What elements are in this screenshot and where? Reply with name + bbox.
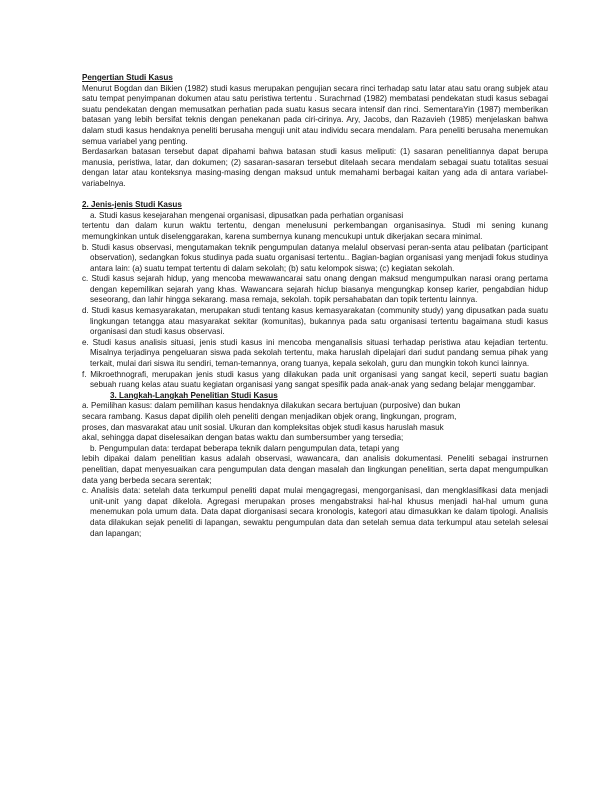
step-item-b-start: b. Pengumpulan data: terdapat beberapa teknik dalarn pengumpulan data, tetapi yang xyxy=(90,443,400,453)
list-item-c: c. Studi kasus sejarah hidup, yang mencoba mewawancarai satu onang dengan maksud mengumpulkan narasi orang pertama dengan kepemilikan sejarah yang khas. Wawancara sejarah hiclup biasanya mengungkap konsep karier, pengabdian hidup seseorang, dan lahir hingga sekarang. masa remaja, sekolah. topik persahabatan dan topik tertentu lainnya. xyxy=(82,274,548,305)
section-heading-jenis: 2. Jenis-jenis Studi Kasus xyxy=(82,200,182,210)
step-item-c: c. Analisis data: setelah data terkumpul peneliti dapat mulai mengagregasi, mengorganisasi, dan mengklasifikasi data menjadi unit-unit yang dapat dikelola. Agregasi merupakan proses mengabstraksi hal-hal khusus menjadi hal-hal umum guna menemukan pola umum data. Data dapat diorganisasi secara kronologis, kategori atau dimasukkan ke dalam tipologi. Analisis data dilakukan sejak peneliti di lapangan, sewaktu pengumpulan data dan setelah semua data terkumpul atau setelah selesai dan lapangan; xyxy=(82,486,548,538)
list-item-a-text: tertentu dan dalam kurun waktu tertentu, dengan menelusuni perkembangan organisasinya. Studi mi sening kunang memungkinkan untuk diselenggarakan, karena sumbernya kunang mencukupi untuk dikerjakan secara minimal. xyxy=(82,221,548,241)
list-item-d: d. Studi kasus kemasyarakatan, merupakan studi tentang kasus kemasyarakatan (community study) yang dipusatkan pada suatu lingkungan tetangga atau masyarakat sekitar (komunitas), bukannya pada satu organisasi tertentu bagaimana studi kasus organisasi dan studi kasus observasi. xyxy=(82,306,548,337)
list-item-e: e. Studi kasus analisis situasi, jenis studi kasus ini mencoba menganalisis situasi terhadap peristiwa atau kejadian tertentu. Misalnya terjadinya pengeluaran siswa pada sekolah tertentu, maka haruslah dipelajari dari sudut pandang semua pihak yang terkait, mulai dari siswa itu sendiri, teman-temannya, orang tuanya, kepala sekolah, guru dan mungkin tokoh kunci lainnya. xyxy=(82,337,548,369)
paragraph-definition: Menurut Bogdan dan Bikien (1982) studi kasus merupakan pengujian secara rinci terhadap satu latar atau satu orang subjek atau satu tempat penyimpanan dokumen atau satu peristiwa tertentu . Surachrnad (1982) membatasi pendekatan studi kasus sebagai suatu pendekatan dengan memusatkan perhatian pada suatu kasus secara intensif dan rinci. SementaraYin (1987) memberikan batasan yang lebih bersifat teknis dengan penekanan pada ciri-cirinya. Ary, Jacobs, dan Razavieh (1985) menjelaskan bahwa dalam studi kasus hendaknya peneliti berusaha menguji unit atau individu secara mendalam. Para peneliti berusaha menemukan semua variabel yang penting. xyxy=(82,83,548,146)
list-item-f: f. Mikroethnografi, merupakan jenis studi kasus yang dilakukan pada unit organisasi yang sangat kecil, seperti suatu bagian sebuah ruang kelas atau suatu kegiatan organisasi yang sangat spesifik pada anak-anak yang sedang belajar menggambar. xyxy=(82,369,548,390)
document-body xyxy=(82,73,548,539)
list-item-b: b. Studi kasus observasi, mengutamakan teknik pengumpulan datanya melalul observasi peran-senta atau pelibatan (participant observation), sedangkan fokus studinya pada suatu organisasi tertentu.. Bagian-bagian organisasi yang menjadi fokus studinya antara lain: (a) suatu tempat tertentu di dalam sekolah; (b) satu kelompok siswa; (c) kegiatan sekolah. xyxy=(82,242,548,273)
step-item-b-continuation: lebih dipakai dalam penelitian kasus adalah observasi, wawancara, dan analisis dokumentasi. Peneliti sebagai instrurnen penelitian, dapat menyesuaikan cara pengumpulan data dengan masalah dan lingkungan penelitian, serta dapat mengumpulkan data yang berbeda secara serentak; xyxy=(82,454,548,485)
paragraph-summary: Berdasarkan batasan tersebut dapat dipahami bahwa batasan studi kasus meliputi: (1) sasaran penelitiannya dapat berupa manusia, peristiwa, latar, dan dokumen; (2) sasaran-sasaran tersebut ditelaah secara mendalam sebagai suatu totalitas sesuai dengan latar atau konteksnya masing-masing dengan maksud untuk memahami berbagai kaitan yang ada di antara variabel-variabelnya. xyxy=(82,147,548,188)
section-heading-jenis-wrap xyxy=(82,200,548,211)
list-item-a-start: a. Studi kasus kesejarahan mengenai organisasi, dipusatkan pada perhatian organisasi xyxy=(90,210,404,220)
step-item-a: a. Pemilihan kasus: dalam pemilihan kasus hendaknya dilakukan secara bertujuan (purposive) dan bukan secara rambang. Kasus dapat dipilih oleh peneliti dengan menjadikan objek orang, lingkungan, program, proses, dan masvarakat atau unit sosial. Ukuran dan kompleksitas objek studi kasus haruslah masuk akal, sehingga dapat diselesaikan dengan batas waktu dan sumbersumber yang tersedia; xyxy=(82,401,461,443)
section-heading-pengertian: Pengertian Studi Kasus xyxy=(82,73,173,82)
section-heading-langkah-wrap xyxy=(110,391,548,402)
section-heading-langkah: 3. Langkah-Langkah Penelitian Studi Kasus xyxy=(110,390,278,400)
spacer xyxy=(82,190,548,201)
list-item-a-continuation xyxy=(82,221,548,242)
